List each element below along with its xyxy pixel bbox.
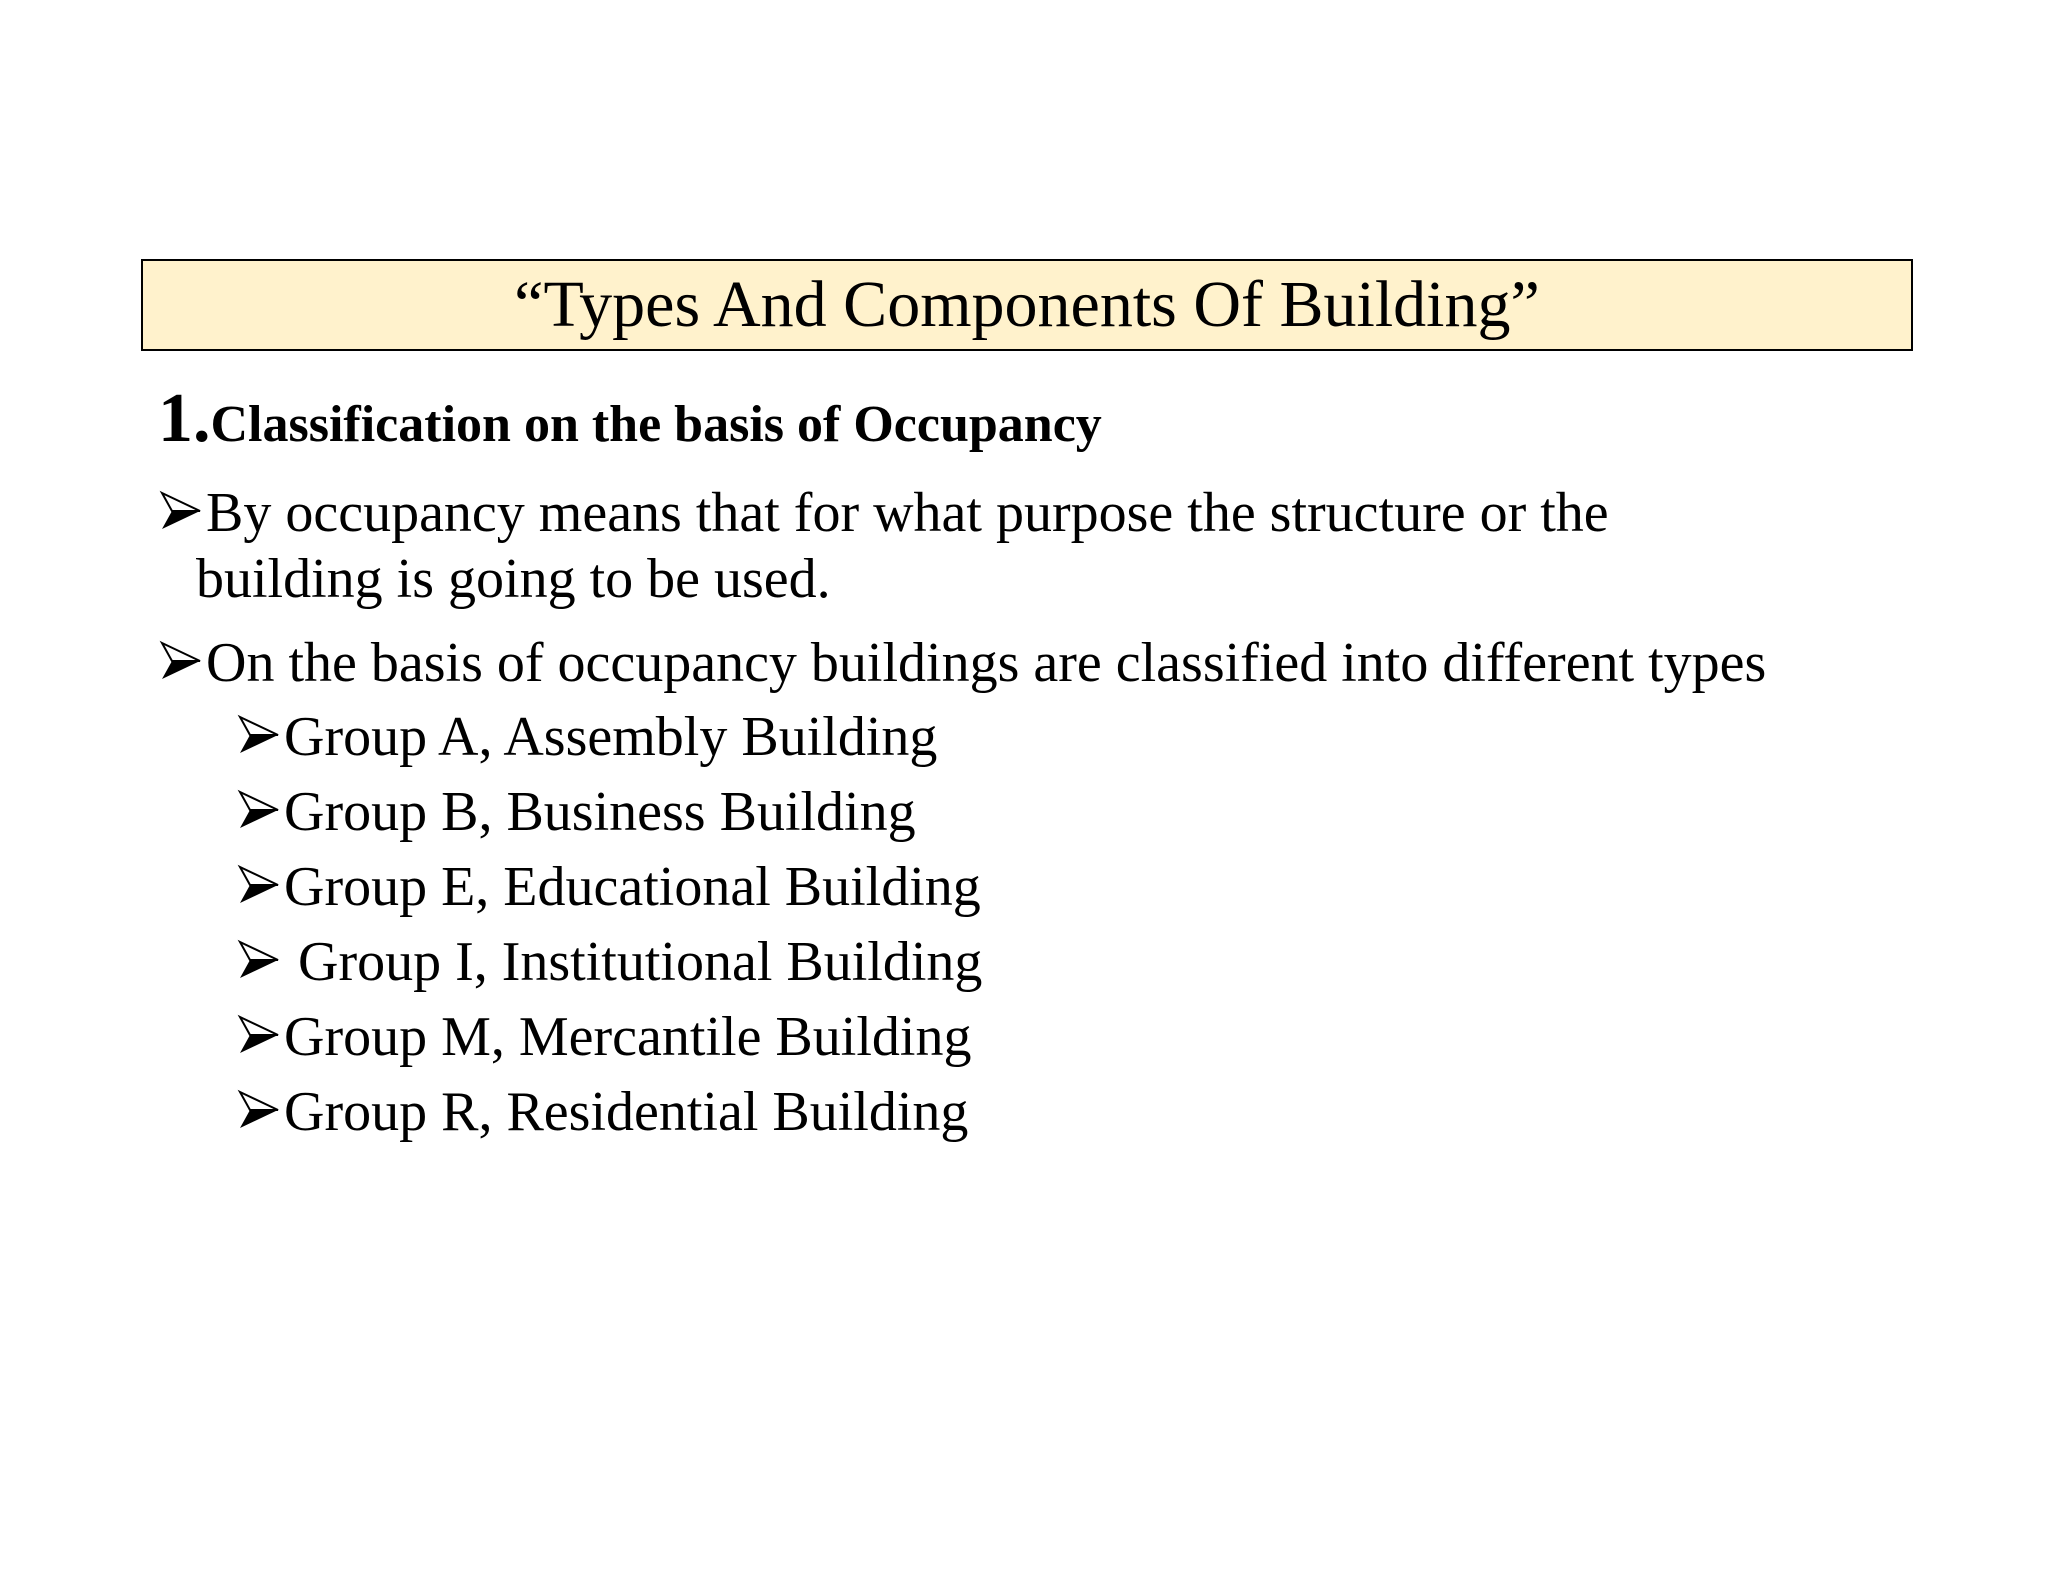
heading-text: Classification on the basis of Occupancy xyxy=(210,396,1102,453)
list-item-group-b xyxy=(236,779,916,845)
list-item-group-i xyxy=(236,929,982,995)
arrow-bullet-icon xyxy=(236,1011,282,1059)
heading-number: 1. xyxy=(158,380,211,457)
list-item-text: Group B, Business Building xyxy=(284,781,916,843)
bullet-text: By occupancy means that for what purpose the structure or the xyxy=(206,482,1609,544)
slide-title-box xyxy=(141,259,1913,351)
list-item-text: Group E, Educational Building xyxy=(284,856,981,918)
arrow-bullet-icon xyxy=(236,936,282,984)
list-item-group-r xyxy=(236,1079,968,1145)
list-item-text: Group R, Residential Building xyxy=(284,1081,969,1143)
slide-title: “Types And Components Of Building” xyxy=(514,268,1540,341)
list-item-text: Group A, Assembly Building xyxy=(284,706,938,768)
list-item-text: Group I, Institutional Building xyxy=(298,931,983,993)
arrow-bullet-icon xyxy=(236,786,282,834)
bullet-text: On the basis of occupancy buildings are classified into different types xyxy=(206,632,1767,694)
arrow-bullet-icon xyxy=(158,637,204,685)
list-item-group-m xyxy=(236,1004,971,1070)
arrow-bullet-icon xyxy=(236,711,282,759)
section-heading xyxy=(158,380,1102,457)
list-item-group-e xyxy=(236,854,981,920)
arrow-bullet-icon xyxy=(236,861,282,909)
bullet-text-continuation: building is going to be used. xyxy=(196,548,831,610)
bullet-occupancy-definition xyxy=(158,480,1609,546)
arrow-bullet-icon xyxy=(158,487,204,535)
list-item-group-a xyxy=(236,704,937,770)
bullet-classification-intro xyxy=(158,630,1766,696)
arrow-bullet-icon xyxy=(236,1086,282,1134)
list-item-text: Group M, Mercantile Building xyxy=(284,1006,972,1068)
